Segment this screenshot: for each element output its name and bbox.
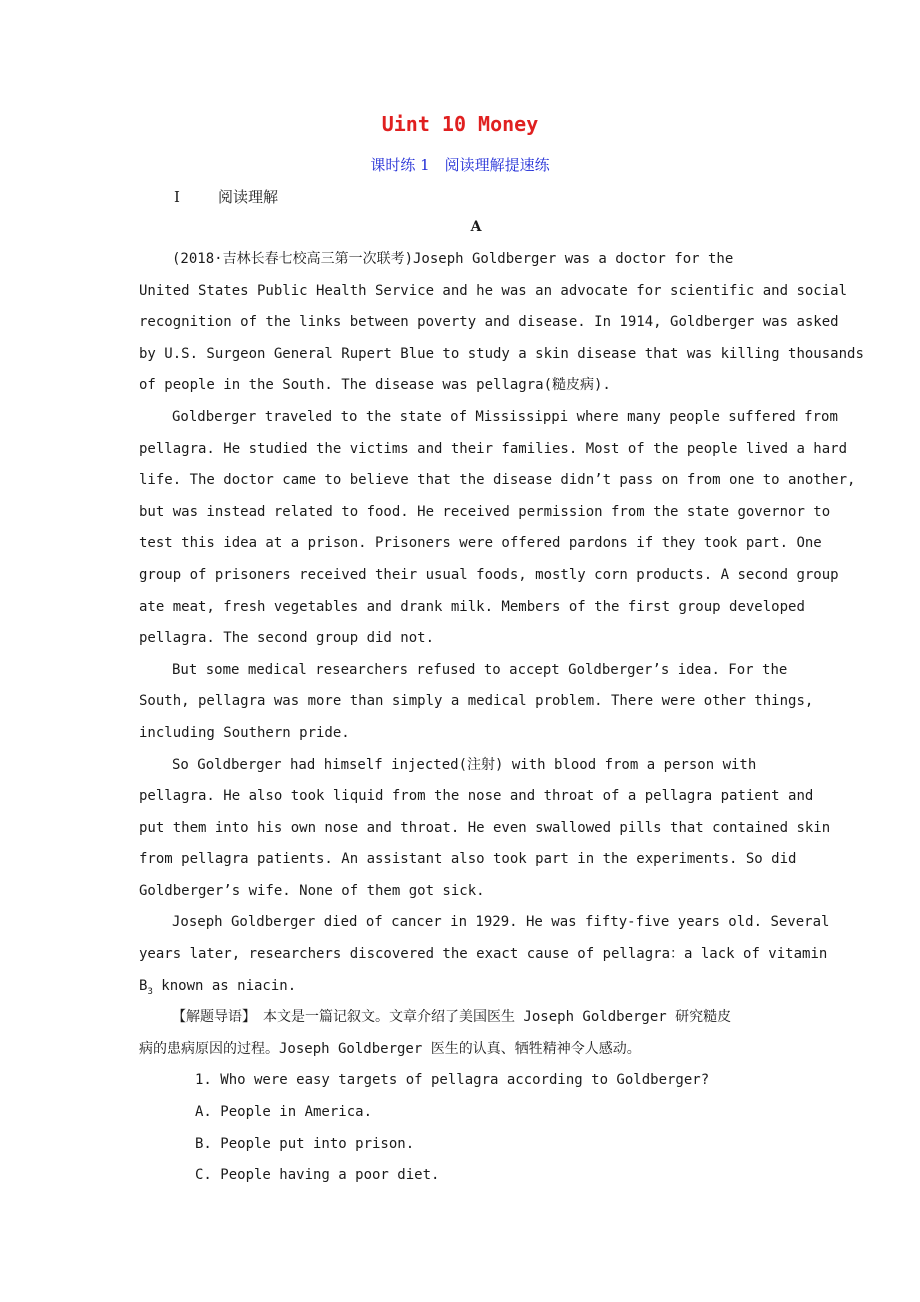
passage-line: group of prisoners received their usual foods, mostly corn products. A second group: [139, 566, 839, 583]
section-label: 阅读理解: [218, 188, 279, 206]
option-a: A. People in America.: [195, 1104, 373, 1121]
passage-line: But some medical researchers refused to accept Goldberger’s idea. For the: [172, 661, 788, 678]
passage-line: put them into his own nose and throat. He even swallowed pills that contained skin: [139, 819, 831, 836]
lesson-subtitle: 课时练 1 阅读理解提速练: [370, 156, 550, 174]
passage-line: [139, 971, 839, 1003]
section-number: Ⅰ: [174, 188, 180, 206]
guide-line: [139, 1002, 839, 1034]
vitamin-letter: B: [139, 977, 148, 994]
part-label: A: [470, 219, 482, 235]
option-c: C. People having a poor diet.: [195, 1167, 440, 1184]
guide-line: 病的患病原因的过程。Joseph Goldberger 医生的认真、牺牲精神令人感动。: [139, 1040, 641, 1057]
section-heading: [174, 186, 278, 207]
passage-line: Goldberger traveled to the state of Mississippi where many people suffered from: [172, 408, 838, 425]
passage-line: including Southern pride.: [139, 724, 350, 741]
passage-line: pellagra. The second group did not.: [139, 630, 435, 647]
passage-line: United States Public Health Service and he was an advocate for scientific and social: [139, 282, 848, 299]
vitamin-rest: known as niacin.: [152, 977, 297, 994]
passage-line: recognition of the links between poverty and disease. In 1914, Goldberger was asked: [139, 314, 839, 331]
passage-line: years later, researchers discovered the exact cause of pellagra：a lack of vitamin: [139, 946, 828, 963]
passage-line: test this idea at a prison. Prisoners were offered pardons if they took part. One: [139, 535, 822, 552]
vitamin-subscript: 3: [147, 986, 153, 997]
guide-text: 本文是一篇记叙文。文章介绍了美国医生 Joseph Goldberger 研究糙皮: [249, 1009, 732, 1026]
unit-title: Uint 10 Money: [381, 112, 539, 136]
guide-tag: 【解题导语】: [172, 1009, 249, 1026]
passage-line: So Goldberger had himself injected(注射) with blood from a person with: [172, 756, 757, 773]
passage-line: (2018·吉林长春七校高三第一次联考)Joseph Goldberger was a doctor for the: [172, 251, 734, 267]
passage-line: Goldberger’s wife. None of them got sick.: [139, 882, 485, 899]
passage-line: South, pellagra was more than simply a medical problem. There were other things,: [139, 693, 814, 710]
question-stem: 1. Who were easy targets of pellagra according to Goldberger?: [195, 1072, 710, 1089]
passage-line: of people in the South. The disease was pellagra(糙皮病).: [139, 377, 611, 394]
passage-line: pellagra. He studied the victims and their families. Most of the people lived a hard: [139, 440, 848, 457]
passage-line: by U.S. Surgeon General Rupert Blue to study a skin disease that was killing thousands: [139, 345, 864, 362]
passage-line: from pellagra patients. An assistant also took part in the experiments. So did: [139, 851, 797, 868]
passage-line: ate meat, fresh vegetables and drank milk. Members of the first group developed: [139, 598, 805, 615]
passage-line: pellagra. He also took liquid from the nose and throat of a pellagra patient and: [139, 788, 814, 805]
passage-body: [139, 244, 864, 1192]
option-b: B. People put into prison.: [195, 1135, 415, 1152]
passage-line: but was instead related to food. He received permission from the state governor to: [139, 503, 831, 520]
passage-line: Joseph Goldberger died of cancer in 1929. He was fifty-five years old. Several: [172, 914, 830, 931]
passage-line: life. The doctor came to believe that the disease didn’t pass on from one to another,: [139, 472, 856, 489]
